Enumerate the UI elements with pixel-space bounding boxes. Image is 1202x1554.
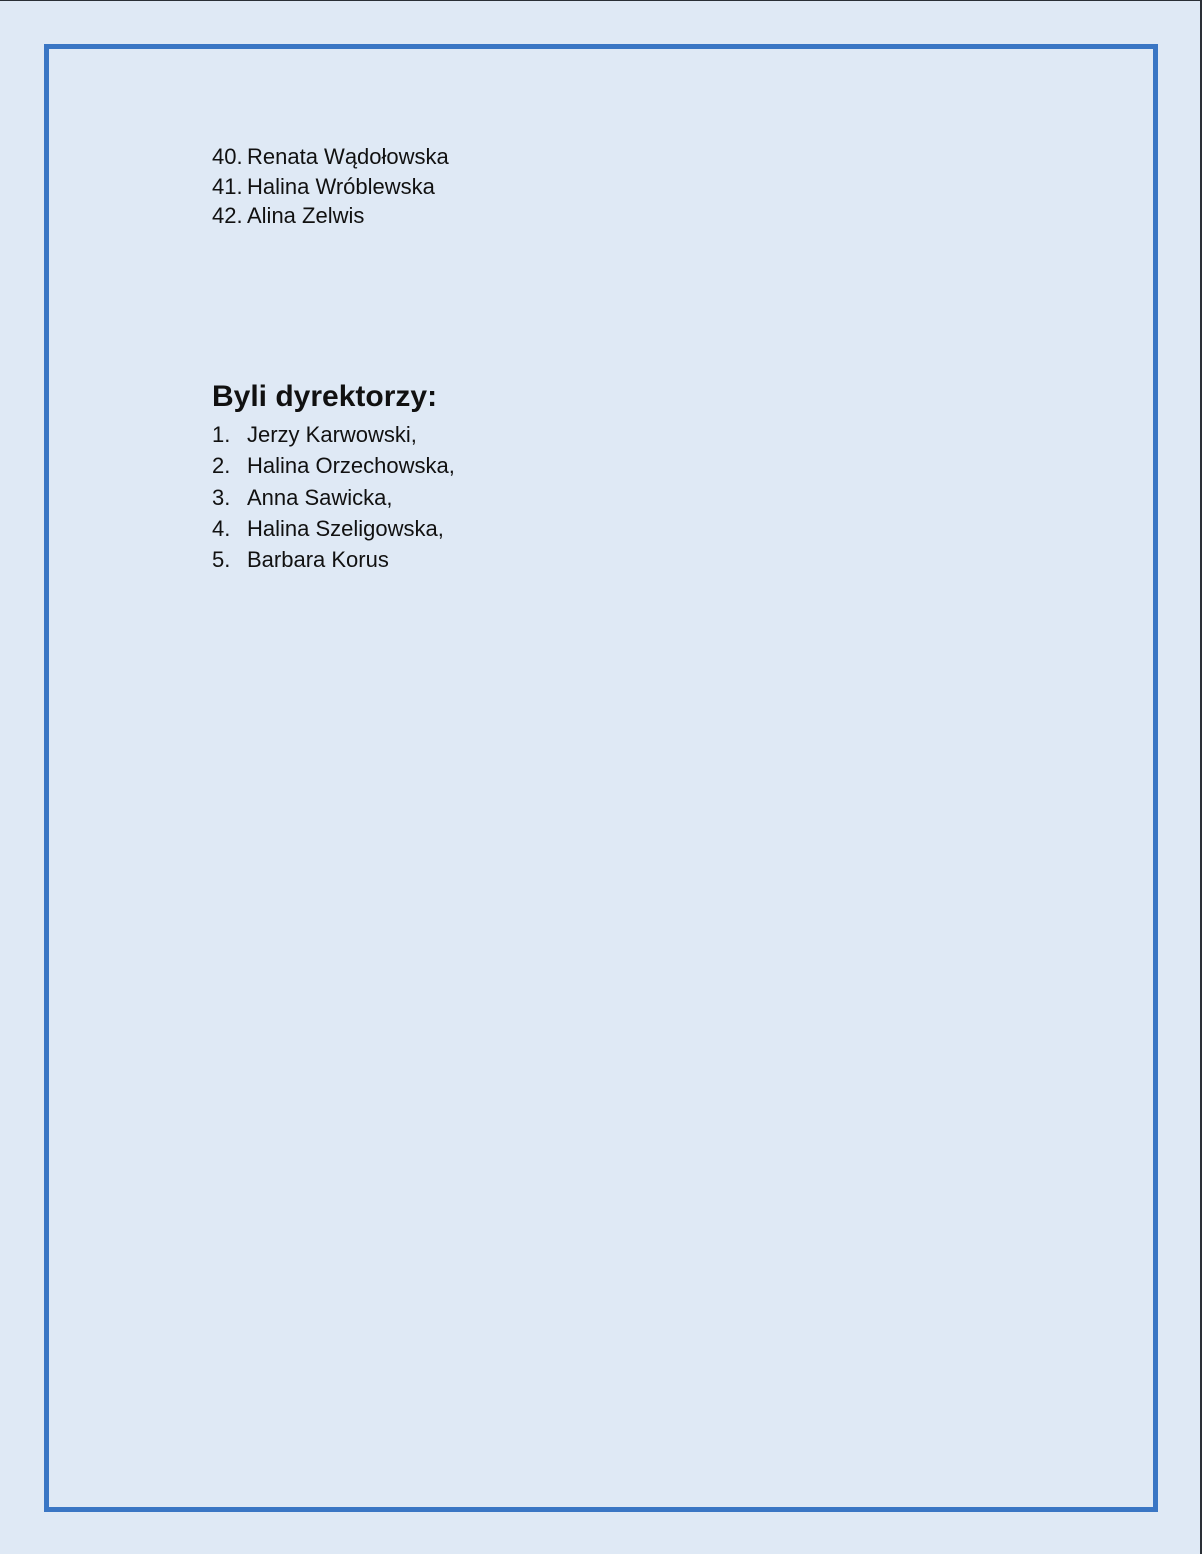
list-item-number: 4. [212, 515, 231, 541]
list-item-number: 2. [212, 453, 231, 479]
list-item-number: 42. [212, 203, 243, 228]
list-item-number: 5. [212, 547, 231, 573]
list-item-name: Halina Szeligowska, [247, 515, 444, 541]
former-directors-list [212, 419, 455, 575]
list-item [212, 419, 455, 450]
former-directors-heading: Byli dyrektorzy: [212, 380, 438, 413]
list-item-number: 40. [212, 144, 243, 169]
list-item-name: Barbara Korus [247, 547, 389, 573]
list-item [212, 544, 455, 575]
list-item-number: 1. [212, 422, 231, 447]
page-top-edge [0, 0, 1202, 1]
list-item-number: 3. [212, 484, 231, 510]
page-border-frame [44, 44, 1158, 1512]
list-item-name: Anna Sawicka, [247, 484, 393, 510]
staff-list-continued [212, 142, 449, 231]
list-item [212, 201, 449, 231]
list-item-number: 41. [212, 173, 243, 199]
list-item-name: Halina Orzechowska, [247, 453, 455, 479]
list-item-name: Renata Wądołowska [247, 144, 449, 169]
list-item [212, 450, 455, 481]
list-item-name: Halina Wróblewska [247, 173, 435, 199]
list-item-name: Jerzy Karwowski, [247, 422, 417, 447]
list-item [212, 172, 449, 202]
list-item [212, 513, 455, 544]
list-item [212, 482, 455, 513]
list-item-name: Alina Zelwis [247, 203, 365, 228]
list-item [212, 142, 449, 172]
